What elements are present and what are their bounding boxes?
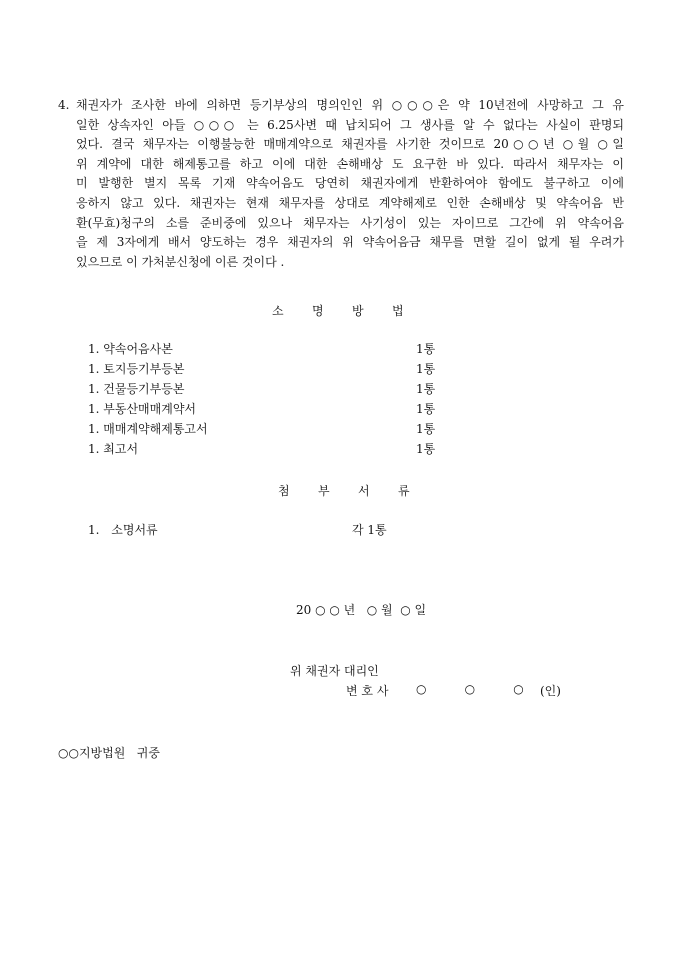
paragraph-line: 채권자가 조사한 바에 의하면 등기부상의 명의인인 위 ○○○은 약 10년전에 사망하고 그 유 [76, 98, 624, 112]
item-quantity: 1통 [416, 442, 436, 456]
item-quantity: 각 1통 [352, 523, 387, 537]
attachment-list [88, 520, 448, 540]
paragraph-number: 4. [58, 98, 70, 112]
signer-title: 위 채권자 대리인 [290, 664, 379, 678]
heading-char: 류 [398, 484, 410, 498]
heading-char: 서 [358, 484, 370, 498]
signer-role: 변 호 사 [346, 684, 389, 698]
item-quantity: 1통 [416, 342, 436, 356]
item-quantity: 1통 [416, 402, 436, 416]
signer-name: ○ ○ ○ [416, 682, 524, 696]
list-item [88, 339, 448, 359]
list-item [88, 379, 448, 399]
item-number: 1. [88, 523, 100, 537]
item-quantity: 1통 [416, 382, 436, 396]
item-name: 약속어음사본 [103, 342, 173, 356]
paragraph-line: 었다. 결국 채무자는 이행불능한 매매계약으로 채권자를 사기한 것이므로 20○○년 ○월 ○일 [76, 137, 624, 152]
item-number: 1. [88, 382, 100, 396]
heading-char: 소 [272, 304, 284, 318]
item-name: 건물등기부등본 [103, 382, 185, 396]
item-name: 소명서류 [111, 523, 158, 537]
heading-char: 첨 [278, 484, 290, 498]
filing-date: 20 ○ ○ 년 ○ 월 ○ 일 [296, 603, 427, 617]
item-quantity: 1통 [416, 362, 436, 376]
paragraph-line: 미 발행한 별지 목록 기재 약속어음도 당연히 채권자에게 반환하여야 함에도 불구하고 이에 [76, 176, 624, 191]
item-name: 매매계약해제통고서 [103, 422, 208, 436]
item-number: 1. [88, 362, 100, 376]
heading-char: 방 [352, 304, 364, 318]
heading-char: 부 [318, 484, 330, 498]
paragraph-line: 환(무효)청구의 소를 준비중에 있으나 채무자는 사기성이 있는 자이므로 그간에 위 약속어음 [76, 215, 624, 230]
item-name: 토지등기부등본 [103, 362, 185, 376]
paragraph-line: 응하지 않고 있다. 채권자는 현재 채무자를 상대로 계약해제로 인한 손해배상 및 약속어음 반 [76, 195, 624, 210]
list-item [88, 359, 448, 379]
reason-paragraph [58, 96, 624, 272]
paragraph-line: 위 계약에 대한 해제통고를 하고 이에 대한 손해배상 도 요구한 바 있다. 따라서 채무자는 이 [76, 156, 624, 171]
item-name: 최고서 [103, 442, 139, 456]
list-item [88, 439, 448, 459]
evidence-list [88, 339, 448, 459]
paragraph-line: 을 제 3자에게 배서 양도하는 경우 채권자의 위 약속어음금 채무를 면할 길이 없게 될 우려가 [76, 235, 624, 250]
item-number: 1. [88, 402, 100, 416]
item-number: 1. [88, 442, 100, 456]
seal-mark: (인) [540, 684, 561, 698]
item-name: 부동산매매계약서 [103, 402, 197, 416]
list-item [88, 520, 448, 540]
list-item [88, 399, 448, 419]
heading-char: 명 [312, 304, 324, 318]
list-item [88, 419, 448, 439]
paragraph-line: 있으므로 이 가처분신청에 이른 것이다 . [76, 254, 285, 269]
paragraph-lines [76, 96, 624, 272]
item-quantity: 1통 [416, 422, 436, 436]
paragraph-line: 일한 상속자인 아들 ○○○ 는 6.25사변 때 납치되어 그 생사를 알 수 없다는 사실이 판명되 [76, 117, 624, 132]
court-addressee: ○○지방법원 귀중 [58, 746, 160, 760]
item-number: 1. [88, 422, 100, 436]
item-number: 1. [88, 342, 100, 356]
heading-char: 법 [392, 304, 404, 318]
